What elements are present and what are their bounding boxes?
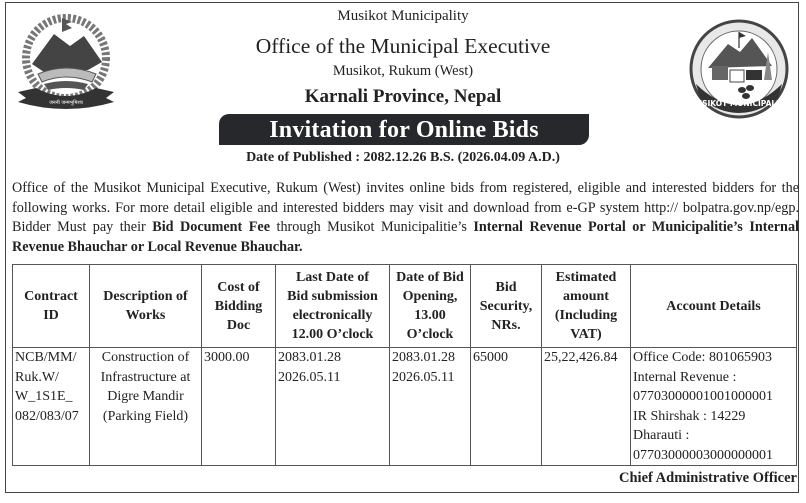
header-line: Bidding [214, 298, 263, 314]
seal-text: MUSIKOT MUNICIPALITY [688, 99, 790, 108]
cell-line: (Parking Field) [102, 408, 189, 424]
published-date: Date of Published : 2082.12.26 B.S. (2026.04.09 A.D.) [246, 150, 560, 165]
header-line: NRs. [491, 317, 521, 333]
header-line: ID [43, 308, 59, 323]
cell-last-date [276, 348, 390, 466]
cell-cost: 3000.00 [202, 348, 276, 466]
header-line: Contract [24, 289, 78, 304]
header-line: electronically [292, 308, 373, 323]
header-line: Doc [226, 317, 251, 333]
cell-estimated-amount: 25,22,426.84 [542, 348, 631, 466]
cell-line: Ruk.W/ [15, 369, 59, 385]
bids-table [12, 264, 797, 466]
header-cost [202, 265, 276, 348]
header-opening-date [390, 265, 471, 348]
header-line: (Including [554, 308, 618, 323]
header-line: Security, [479, 298, 533, 314]
cell-line: 2026.05.11 [278, 369, 341, 385]
cell-opening-date [390, 348, 471, 466]
header-estimated-amount [542, 265, 631, 348]
header-last-date [276, 265, 390, 348]
cell-line: 07703000003000000001 [633, 447, 773, 463]
header-line: Last Date of [295, 270, 370, 285]
notice-paragraph [12, 179, 799, 257]
cell-line: Infrastructure at [100, 369, 191, 385]
cell-line: 2083.01.28 [392, 350, 455, 365]
notice-text-2: through Musikot Municipalitie’s [270, 219, 474, 235]
header-line: Opening, [402, 289, 458, 304]
table-row [13, 348, 797, 466]
cell-line: Internal Revenue : [633, 369, 737, 385]
office-name: Office of the Municipal Executive [255, 34, 551, 58]
table-header-row [13, 265, 797, 348]
header-line: Date of Bid [396, 270, 464, 285]
cell-line: NCB/MM/ [15, 350, 77, 365]
cell-line: 07703000001001000001 [633, 389, 773, 404]
header-line: O’clock [406, 327, 454, 342]
cell-line: IR Shirshak : 14229 [633, 408, 746, 424]
cell-line: 2083.01.28 [278, 350, 341, 365]
header-line: Bid [495, 279, 517, 295]
cell-line: Office Code: 801065903 [633, 350, 772, 365]
header-account-details [631, 265, 797, 348]
header-line: Estimated [555, 270, 617, 285]
header-line: Description of [103, 289, 188, 304]
header-line: Account Details [666, 298, 761, 314]
cell-line: 2026.05.11 [392, 369, 455, 385]
municipality-name: Musikot Municipality [337, 8, 469, 24]
header-line: 12.00 O’clock [291, 327, 374, 342]
cell-contract-id [13, 348, 90, 466]
cell-bid-security: 65000 [471, 348, 542, 466]
office-address: Musikot, Rukum (West) [332, 63, 474, 79]
notice-bold-fee: Bid Document Fee [152, 219, 271, 235]
notice-text-1: Office of the Musikot Municipal Executive, Rukum (West) invites online bids from registered, eligible and interested bidders for the following works. For more detail eligible and interested bidders may visit and download from e-GP system http:// bolpatra.gov.np/egp. Bidder Must pay their [12, 180, 799, 235]
header-line: amount [563, 289, 609, 304]
header-bid-security [471, 265, 542, 348]
header-line: Cost of [217, 279, 260, 295]
header-line: VAT) [570, 327, 602, 342]
header-line: Works [125, 308, 166, 323]
signoff-title: Chief Administrative Officer [619, 470, 797, 486]
cell-description [90, 348, 202, 466]
header-contract-id [13, 265, 90, 348]
cell-account-details [631, 348, 797, 466]
cell-line: Dharauti : [633, 428, 690, 443]
cell-line: W_1S1E_ [15, 389, 73, 404]
header-line: Bid submission [287, 289, 378, 304]
header-description [90, 265, 202, 348]
notice-bold-payment: Internal Revenue Portal or Municipalitie’s Internal Revenue Bhauchar or Local Revenue Bhauchar. [12, 219, 799, 255]
cell-line: Digre Mandir [107, 389, 184, 404]
cell-line: 082/083/07 [15, 408, 79, 424]
cell-line: Construction of [101, 350, 190, 365]
province-name: Karnali Province, Nepal [304, 86, 502, 107]
svg-text:जननी जन्मभूमिश्च: जननी जन्मभूमिश्च [49, 100, 83, 106]
notice-title-banner: Invitation for Online Bids [219, 114, 589, 145]
header-line: 13.00 [414, 308, 446, 323]
